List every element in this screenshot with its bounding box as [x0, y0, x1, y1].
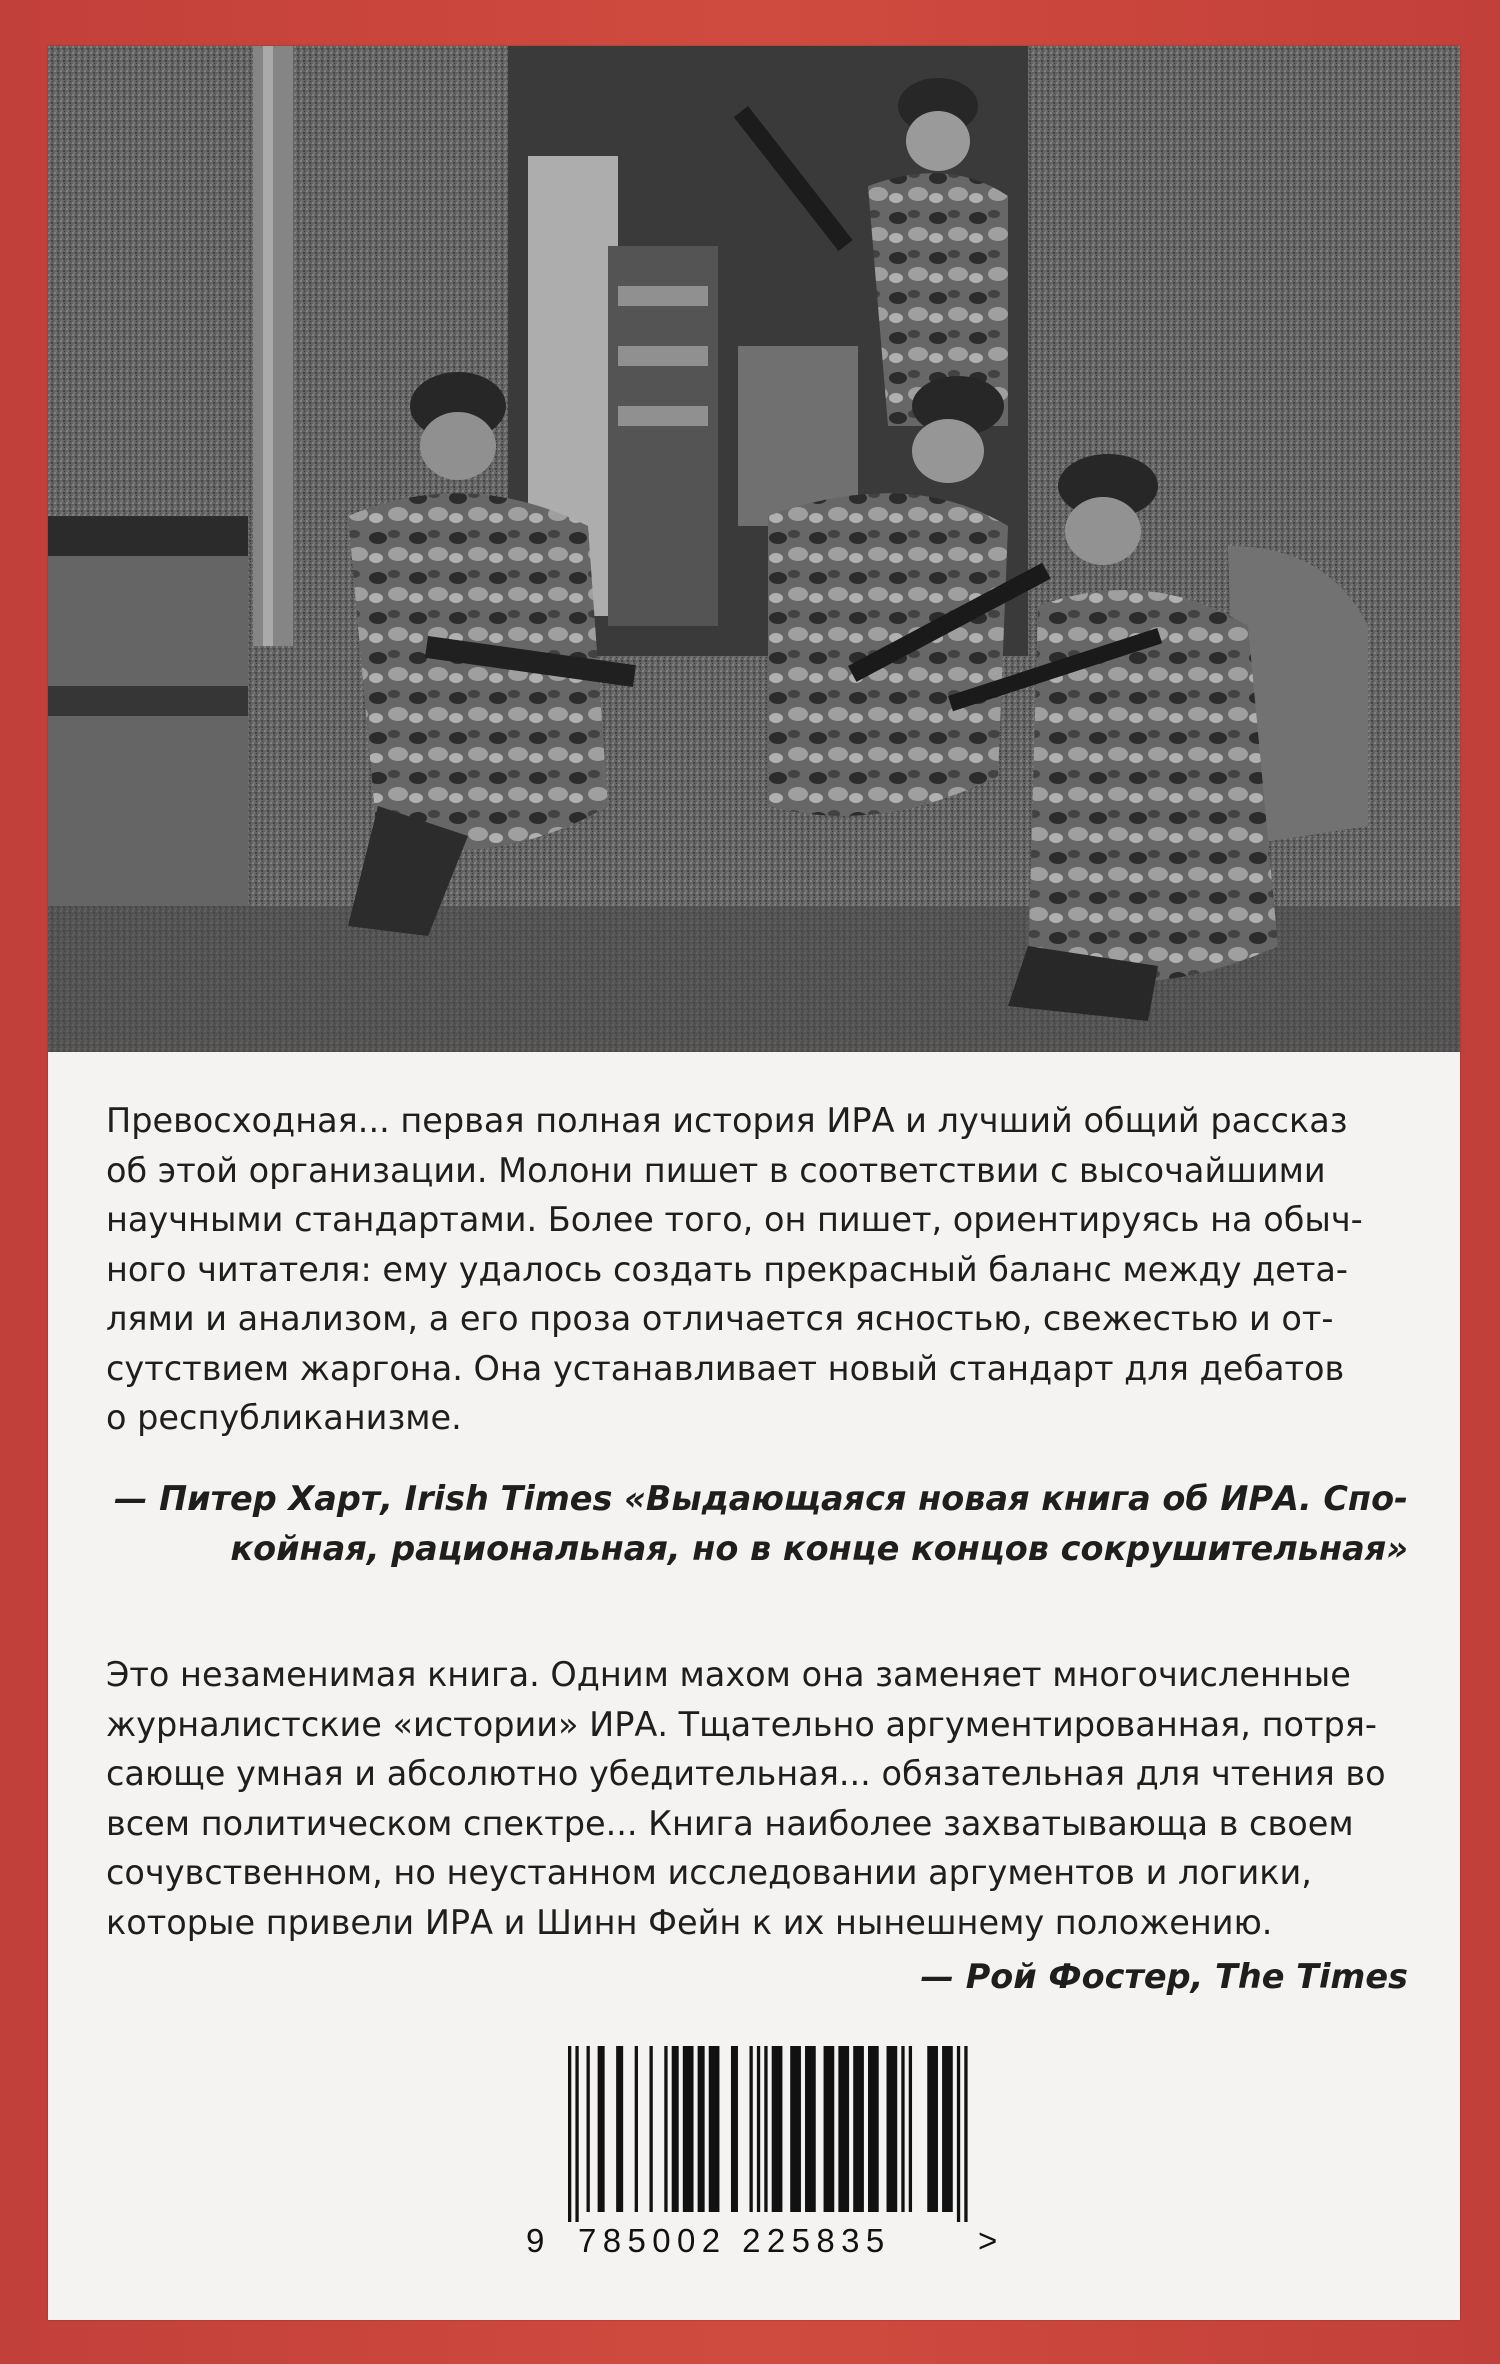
barcode-bar: [575, 2046, 578, 2222]
barcode-bar: [698, 2046, 705, 2212]
barcode-bar: [942, 2046, 953, 2212]
barcode-bar: [838, 2046, 849, 2212]
barcode-bar: [853, 2046, 864, 2212]
review-line: всем политическом спектре... Книга наиболее захватывающа в своем: [106, 1803, 1354, 1843]
barcode-bar: [824, 2046, 835, 2212]
barcode-bar: [709, 2046, 720, 2212]
barcode-bar: [731, 2046, 738, 2212]
cover-photo: [48, 46, 1460, 1052]
isbn-first-digit: 9: [526, 2222, 550, 2259]
barcode-bar: [598, 2046, 605, 2212]
barcode-bar: [805, 2046, 816, 2212]
barcode-bar: [764, 2046, 767, 2212]
isbn-quiet-zone-mark: >: [978, 2222, 1003, 2259]
review-line: которые привели ИРА и Шинн Фейн к их нынешнему положению.: [106, 1902, 1273, 1942]
barcode-bar: [927, 2046, 938, 2212]
barcode-bar: [957, 2046, 960, 2222]
review-quote-2: [106, 1650, 1408, 1947]
barcode-bar: [964, 2046, 967, 2222]
barcode-bar: [616, 2046, 623, 2212]
barcode-bar: [672, 2046, 679, 2212]
barcode-bar: [909, 2046, 912, 2212]
cover-panel: [48, 46, 1460, 2320]
isbn-digits: 785002 225835: [578, 2222, 891, 2259]
review-line: журналистские «истории» ИРА. Тщательно аргументированная, потря-: [106, 1704, 1378, 1744]
review-quote-1-text: [106, 1096, 1408, 1443]
barcode-bar: [568, 2046, 571, 2222]
isbn-barcode: [526, 2046, 1028, 2259]
attribution-line: койная, рациональная, но в конце концов сокрушительная»: [230, 1528, 1408, 1568]
barcode-bar: [635, 2046, 638, 2212]
review-line: сочувственном, но неустанном исследовании аргументов и логики,: [106, 1853, 1312, 1892]
barcode-bar: [664, 2046, 667, 2212]
soldiers-photo: [48, 46, 1460, 1052]
review-line: об этой организации. Молони пишет в соответствии с высочайшими: [106, 1150, 1326, 1190]
review-attribution-1: [106, 1474, 1408, 1573]
barcode-bar: [790, 2046, 801, 2212]
barcode-bar: [749, 2046, 752, 2212]
review-line: научными стандартами. Более того, он пишет, ориентируясь на обыч-: [106, 1200, 1363, 1239]
isbn-number: [526, 2222, 1028, 2259]
barcode-bar: [683, 2046, 694, 2212]
barcode-bar: [772, 2046, 783, 2212]
review-line: Это незаменимая книга. Одним махом она заменяет многочисленные: [106, 1655, 1351, 1694]
barcode-bar: [649, 2046, 652, 2212]
barcode-bar: [868, 2046, 879, 2212]
review-quote-2-text: [106, 1650, 1408, 1947]
barcode-bars: [568, 2046, 968, 2222]
review-attribution-2: — Рой Фостер, The Times: [920, 1957, 1408, 1996]
review-line: Превосходная... первая полная история ИРА и лучший общий рассказ: [106, 1101, 1348, 1140]
barcode-bar: [757, 2046, 760, 2212]
review-quote-1: [106, 1096, 1408, 1443]
review-line: о республиканизме.: [106, 1398, 462, 1437]
review-line: ного читателя: ему удалось создать прекрасный баланс между дета-: [106, 1249, 1348, 1289]
review-line: сутствием жаргона. Она устанавливает новый стандарт для дебатов: [106, 1348, 1345, 1388]
barcode-bar: [901, 2046, 904, 2212]
attribution-line: — Питер Харт, Irish Times «Выдающаяся новая книга об ИРА. Спо-: [113, 1479, 1408, 1518]
review-line: сающе умная и абсолютно убедительная... обязательная для чтения во: [106, 1754, 1386, 1793]
barcode-bar: [887, 2046, 898, 2212]
barcode-bar: [587, 2046, 590, 2212]
review-line: лями и анализом, а его проза отличается ясностью, свежестью и от-: [106, 1299, 1334, 1338]
